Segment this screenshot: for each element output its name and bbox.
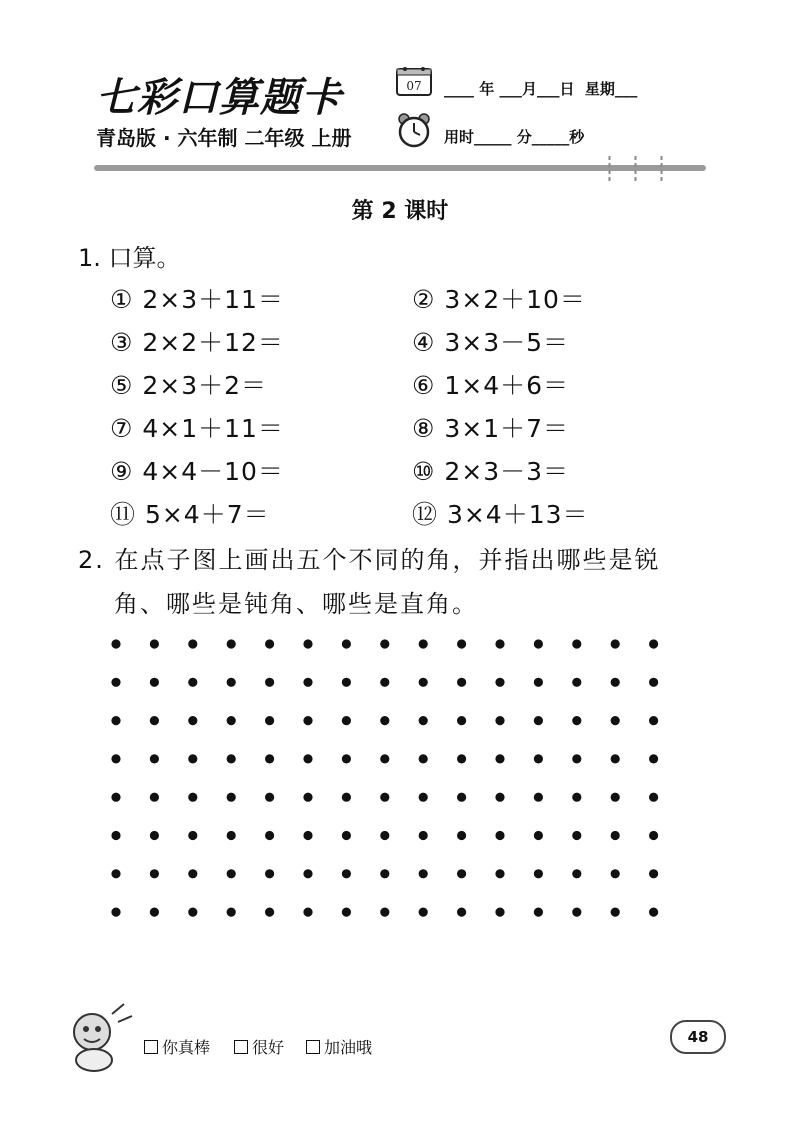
grid-dot[interactable] <box>342 908 351 917</box>
problem-10: ⑩ 2×3－3＝ <box>412 457 570 486</box>
grid-dot[interactable] <box>188 716 197 725</box>
grid-dot[interactable] <box>303 754 312 763</box>
grid-dot[interactable] <box>150 831 159 840</box>
grid-dot[interactable] <box>649 869 658 878</box>
lesson-title: 第 2 课时 <box>351 199 449 224</box>
grid-dot[interactable] <box>188 793 197 802</box>
svg-text:07: 07 <box>406 79 422 93</box>
problem-5: ⑤ 2×3＋2＝ <box>110 371 268 400</box>
header-divider <box>94 165 706 171</box>
grid-dot[interactable] <box>227 908 236 917</box>
date-fill-line: ____ 年 ___月___日 星期___ <box>444 80 638 98</box>
grid-dot[interactable] <box>419 678 428 687</box>
problem-11: ⑪ 5×4＋7＝ <box>110 500 270 529</box>
grid-dot[interactable] <box>649 678 658 687</box>
grid-dot[interactable] <box>265 716 274 725</box>
question-2-line-2: 角、哪些是钝角、哪些是直角。 <box>114 590 478 618</box>
grid-dot[interactable] <box>534 908 543 917</box>
grid-dot[interactable] <box>227 716 236 725</box>
checkbox[interactable] <box>306 1040 320 1054</box>
checkbox[interactable] <box>234 1040 248 1054</box>
grid-dot[interactable] <box>380 831 389 840</box>
grid-dot[interactable] <box>111 678 120 687</box>
grid-dot[interactable] <box>227 678 236 687</box>
grid-dot[interactable] <box>572 908 581 917</box>
grid-dot[interactable] <box>380 754 389 763</box>
grid-dot[interactable] <box>342 716 351 725</box>
grid-dot[interactable] <box>495 678 504 687</box>
grid-dot[interactable] <box>303 678 312 687</box>
rating-label: 很好 <box>252 1038 285 1057</box>
grid-dot[interactable] <box>611 869 620 878</box>
grid-dot[interactable] <box>419 716 428 725</box>
grid-dot[interactable] <box>227 869 236 878</box>
grid-dot[interactable] <box>380 678 389 687</box>
grid-dot[interactable] <box>150 908 159 917</box>
problem-6: ⑥ 1×4＋6＝ <box>412 371 570 400</box>
dot-grid[interactable] <box>100 628 680 928</box>
grid-dot[interactable] <box>303 869 312 878</box>
grid-dot[interactable] <box>188 869 197 878</box>
grid-dot[interactable] <box>188 639 197 648</box>
grid-dot[interactable] <box>150 754 159 763</box>
grid-dot[interactable] <box>342 793 351 802</box>
grid-dot[interactable] <box>611 793 620 802</box>
grid-dot[interactable] <box>611 754 620 763</box>
grid-dot[interactable] <box>303 639 312 648</box>
grid-dot[interactable] <box>265 793 274 802</box>
grid-dot[interactable] <box>572 716 581 725</box>
grid-dot[interactable] <box>380 639 389 648</box>
grid-dot[interactable] <box>227 793 236 802</box>
grid-dot[interactable] <box>380 908 389 917</box>
rating-label: 你真棒 <box>162 1038 211 1057</box>
grid-dot[interactable] <box>611 678 620 687</box>
cartoon-mascot-icon <box>62 1002 136 1074</box>
grid-dot[interactable] <box>649 831 658 840</box>
grid-dot[interactable] <box>111 831 120 840</box>
grid-dot[interactable] <box>419 754 428 763</box>
grid-dot[interactable] <box>419 639 428 648</box>
time-fill-line: 用时_____ 分_____秒 <box>444 128 585 146</box>
grid-dot[interactable] <box>457 678 466 687</box>
grid-dot[interactable] <box>227 831 236 840</box>
grid-dot[interactable] <box>150 678 159 687</box>
grid-dot[interactable] <box>303 716 312 725</box>
grid-dot[interactable] <box>265 754 274 763</box>
grid-dot[interactable] <box>380 793 389 802</box>
grid-dot[interactable] <box>111 869 120 878</box>
grid-dot[interactable] <box>419 869 428 878</box>
grid-dot[interactable] <box>534 716 543 725</box>
grid-dot[interactable] <box>227 754 236 763</box>
grid-dot[interactable] <box>649 793 658 802</box>
grid-dot[interactable] <box>495 716 504 725</box>
problem-9: ⑨ 4×4－10＝ <box>110 457 284 486</box>
grid-dot[interactable] <box>572 793 581 802</box>
grid-dot[interactable] <box>303 831 312 840</box>
rating-label: 加油哦 <box>324 1038 373 1057</box>
divider-ornament <box>634 156 637 182</box>
grid-dot[interactable] <box>495 793 504 802</box>
grid-dot[interactable] <box>649 754 658 763</box>
grid-dot[interactable] <box>457 908 466 917</box>
grid-dot[interactable] <box>649 908 658 917</box>
page-number: 48 <box>670 1020 726 1054</box>
grid-dot[interactable] <box>611 639 620 648</box>
grid-dot[interactable] <box>342 831 351 840</box>
grid-dot[interactable] <box>495 908 504 917</box>
problem-12: ⑫ 3×4＋13＝ <box>412 500 589 529</box>
grid-dot[interactable] <box>649 716 658 725</box>
grid-dot[interactable] <box>265 831 274 840</box>
grid-dot[interactable] <box>303 793 312 802</box>
grid-dot[interactable] <box>457 793 466 802</box>
grid-dot[interactable] <box>534 678 543 687</box>
brand-title: 七彩口算题卡 <box>96 75 342 121</box>
grid-dot[interactable] <box>188 908 197 917</box>
grid-dot[interactable] <box>342 678 351 687</box>
rating-option-good[interactable] <box>234 1035 284 1058</box>
grid-dot[interactable] <box>495 639 504 648</box>
grid-dot[interactable] <box>227 639 236 648</box>
grid-dot[interactable] <box>150 716 159 725</box>
grid-dot[interactable] <box>150 793 159 802</box>
grid-dot[interactable] <box>611 716 620 725</box>
grid-dot[interactable] <box>342 754 351 763</box>
grid-dot[interactable] <box>534 793 543 802</box>
problem-8: ⑧ 3×1＋7＝ <box>412 414 570 443</box>
grid-dot[interactable] <box>572 639 581 648</box>
grid-dot[interactable] <box>611 908 620 917</box>
grid-dot[interactable] <box>534 869 543 878</box>
grid-dot[interactable] <box>495 831 504 840</box>
grid-dot[interactable] <box>188 678 197 687</box>
grid-dot[interactable] <box>457 831 466 840</box>
grid-dot[interactable] <box>150 639 159 648</box>
grid-dot[interactable] <box>495 754 504 763</box>
grid-dot[interactable] <box>380 869 389 878</box>
grid-dot[interactable] <box>188 831 197 840</box>
grid-dot[interactable] <box>419 831 428 840</box>
grid-dot[interactable] <box>380 716 389 725</box>
edition-subtitle: 青岛版 · 六年制 二年级 上册 <box>96 126 352 150</box>
grid-dot[interactable] <box>611 831 620 840</box>
grid-dot[interactable] <box>111 716 120 725</box>
rating-option-keep-trying[interactable] <box>306 1035 372 1058</box>
clock-icon <box>396 112 432 148</box>
grid-dot[interactable] <box>419 908 428 917</box>
grid-dot[interactable] <box>534 639 543 648</box>
grid-dot[interactable] <box>265 908 274 917</box>
grid-dot[interactable] <box>495 869 504 878</box>
problem-2: ② 3×2＋10＝ <box>412 285 586 314</box>
grid-dot[interactable] <box>265 678 274 687</box>
grid-dot[interactable] <box>534 831 543 840</box>
problem-3: ③ 2×2＋12＝ <box>110 328 284 357</box>
grid-dot[interactable] <box>342 639 351 648</box>
grid-dot[interactable] <box>150 869 159 878</box>
grid-dot[interactable] <box>457 869 466 878</box>
grid-dot[interactable] <box>572 678 581 687</box>
grid-dot[interactable] <box>534 754 543 763</box>
problem-1: ① 2×3＋11＝ <box>110 285 284 314</box>
grid-dot[interactable] <box>265 869 274 878</box>
grid-dot[interactable] <box>111 793 120 802</box>
grid-dot[interactable] <box>188 754 197 763</box>
grid-dot[interactable] <box>572 869 581 878</box>
grid-dot[interactable] <box>303 908 312 917</box>
grid-dot[interactable] <box>572 754 581 763</box>
divider-ornament <box>608 156 611 182</box>
grid-dot[interactable] <box>111 639 120 648</box>
question-2-line-1: 2. 在点子图上画出五个不同的角，并指出哪些是锐 <box>78 546 661 574</box>
grid-dot[interactable] <box>457 639 466 648</box>
grid-dot[interactable] <box>572 831 581 840</box>
rating-option-great[interactable] <box>144 1035 210 1058</box>
grid-dot[interactable] <box>419 793 428 802</box>
grid-dot[interactable] <box>457 754 466 763</box>
problem-4: ④ 3×3－5＝ <box>412 328 570 357</box>
calendar-icon <box>396 66 432 96</box>
checkbox[interactable] <box>144 1040 158 1054</box>
grid-dot[interactable] <box>265 639 274 648</box>
grid-dot[interactable] <box>342 869 351 878</box>
grid-dot[interactable] <box>111 908 120 917</box>
grid-dot[interactable] <box>649 639 658 648</box>
question-1-label: 1. 口算。 <box>78 244 181 272</box>
grid-dot[interactable] <box>457 716 466 725</box>
grid-dot[interactable] <box>111 754 120 763</box>
problem-7: ⑦ 4×1＋11＝ <box>110 414 284 443</box>
divider-ornament <box>660 156 663 182</box>
